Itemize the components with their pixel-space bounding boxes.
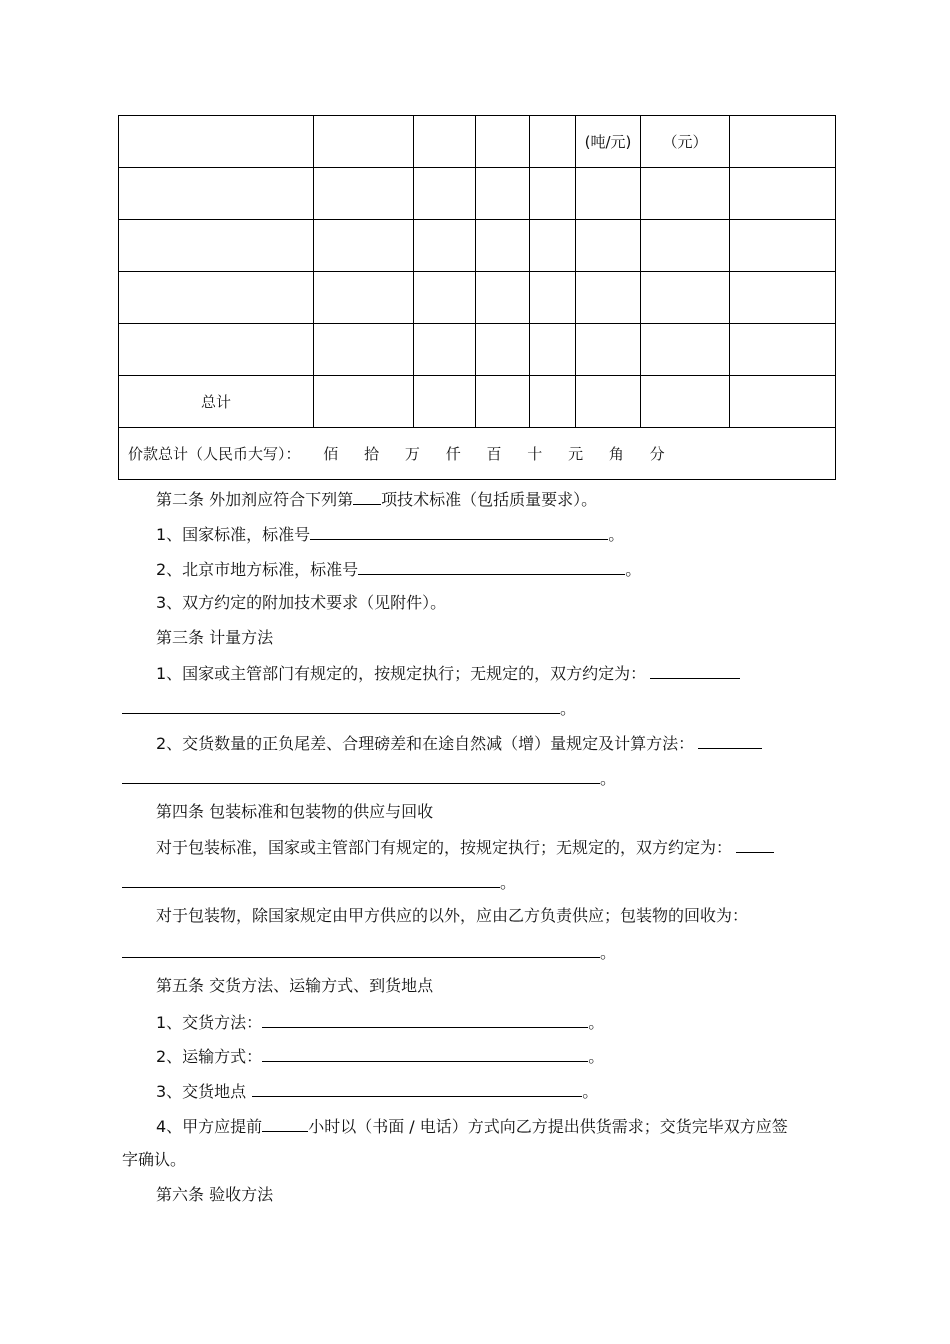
table-cell[interactable] — [641, 324, 730, 376]
period: 。 — [608, 525, 625, 544]
table-cell[interactable] — [730, 168, 836, 220]
article3-heading: 第三条 计量方法 — [156, 628, 274, 647]
table-cell — [476, 116, 530, 168]
table-cell[interactable] — [530, 220, 576, 272]
period: 。 — [625, 560, 642, 579]
article5-item2-text: 2、运输方式： — [156, 1047, 263, 1066]
table-cell[interactable] — [314, 324, 414, 376]
table-row — [119, 116, 836, 168]
table-cell[interactable] — [119, 168, 314, 220]
article2-item3: 3、双方约定的附加技术要求（见附件）。 — [156, 593, 447, 612]
table-cell[interactable] — [641, 220, 730, 272]
table-cell — [530, 116, 576, 168]
table-row — [119, 220, 836, 272]
table-cell[interactable] — [314, 272, 414, 324]
price-total-label: 价款总计（人民币大写）： — [128, 445, 301, 463]
table-row-summary — [119, 428, 836, 480]
table-cell[interactable] — [530, 168, 576, 220]
table-cell — [314, 116, 414, 168]
article2-item2 — [156, 558, 641, 580]
national-standard-blank[interactable] — [310, 523, 608, 540]
price-total-cell[interactable] — [119, 428, 836, 480]
table-cell[interactable] — [576, 168, 641, 220]
table-cell[interactable] — [119, 220, 314, 272]
period: 。 — [588, 1047, 605, 1066]
unit-label: 角 — [608, 445, 624, 463]
table-row — [119, 168, 836, 220]
article4-heading: 第四条 包装标准和包装物的供应与回收 — [156, 802, 434, 821]
hours-blank[interactable] — [262, 1115, 308, 1132]
article2-item1-text: 1、国家标准，标准号 — [156, 525, 311, 544]
packaging-blank-cont[interactable] — [122, 871, 500, 888]
delivery-location-blank[interactable] — [252, 1080, 582, 1097]
delivery-method-blank[interactable] — [262, 1011, 588, 1028]
table-cell[interactable] — [314, 168, 414, 220]
article2-heading-a: 第二条 外加剂应符合下列第 — [156, 490, 354, 509]
table-cell[interactable] — [414, 168, 476, 220]
tolerance-blank[interactable] — [698, 732, 762, 749]
unit-label: 佰 — [323, 445, 339, 463]
period: 。 — [500, 873, 517, 892]
table-cell[interactable] — [476, 168, 530, 220]
table-cell[interactable] — [576, 220, 641, 272]
table-cell[interactable] — [576, 324, 641, 376]
table-cell[interactable] — [476, 376, 530, 428]
article5-item2 — [156, 1045, 604, 1067]
table-row — [119, 272, 836, 324]
article5-item3 — [156, 1080, 598, 1102]
measurement-blank[interactable] — [650, 662, 740, 679]
amount-header: （元） — [641, 116, 730, 168]
article5-item3-text: 3、交货地点 — [156, 1082, 247, 1101]
tolerance-blank-cont[interactable] — [122, 767, 600, 784]
measurement-blank-cont[interactable] — [122, 697, 560, 714]
article2-heading-b: 项技术标准（包括质量要求）。 — [381, 490, 598, 509]
transport-method-blank[interactable] — [262, 1045, 588, 1062]
table-cell — [730, 116, 836, 168]
article5-item4 — [156, 1115, 788, 1137]
article3-item2-text: 2、交货数量的正负尾差、合理磅差和在途自然减（增）量规定及计算方法： — [156, 734, 695, 753]
table-cell[interactable] — [730, 220, 836, 272]
article5-item4-text-a: 4、甲方应提前 — [156, 1117, 263, 1136]
table-cell[interactable] — [576, 376, 641, 428]
article6-heading: 第六条 验收方法 — [156, 1185, 274, 1204]
table-cell[interactable] — [641, 168, 730, 220]
article5-item1 — [156, 1011, 604, 1033]
period: 。 — [582, 1082, 599, 1101]
recycling-blank[interactable] — [122, 941, 600, 958]
article4-p2-cont — [122, 941, 616, 963]
article3-item1 — [156, 662, 740, 684]
table-cell[interactable] — [314, 220, 414, 272]
table-row-total — [119, 376, 836, 428]
table-cell[interactable] — [530, 272, 576, 324]
period: 。 — [588, 1013, 605, 1032]
table-cell[interactable] — [414, 376, 476, 428]
unit-label: 万 — [404, 445, 420, 463]
table-cell[interactable] — [641, 272, 730, 324]
unit-label: 拾 — [364, 445, 380, 463]
table-cell[interactable] — [641, 376, 730, 428]
article4-p2: 对于包装物，除国家规定由甲方供应的以外，应由乙方负责供应；包装物的回收为： — [156, 906, 749, 925]
table-cell[interactable] — [314, 376, 414, 428]
table-cell — [119, 116, 314, 168]
table-cell[interactable] — [476, 324, 530, 376]
table-cell[interactable] — [476, 220, 530, 272]
beijing-standard-blank[interactable] — [358, 558, 625, 575]
packaging-blank[interactable] — [736, 836, 774, 853]
article3-item2 — [156, 732, 762, 754]
table-cell[interactable] — [730, 272, 836, 324]
table-cell[interactable] — [414, 324, 476, 376]
unit-label: 分 — [649, 445, 665, 463]
table-cell[interactable] — [530, 376, 576, 428]
period: 。 — [600, 769, 617, 788]
article4-p1-text: 对于包装标准，国家或主管部门有规定的，按规定执行；无规定的，双方约定为： — [156, 838, 733, 857]
article3-item2-cont — [122, 767, 616, 789]
table-cell — [414, 116, 476, 168]
article3-item1-cont — [122, 697, 576, 719]
article2-heading — [156, 488, 597, 510]
article5-item1-text: 1、交货方法： — [156, 1013, 263, 1032]
currency-units — [323, 443, 685, 464]
standard-number-blank[interactable] — [353, 488, 381, 505]
article2-item2-text: 2、北京市地方标准，标准号 — [156, 560, 359, 579]
table-cell[interactable] — [730, 376, 836, 428]
article4-p1 — [156, 836, 774, 858]
unit-label: 百 — [486, 445, 502, 463]
table-cell[interactable] — [414, 272, 476, 324]
article4-p1-cont — [122, 871, 516, 893]
article5-heading: 第五条 交货方法、运输方式、到货地点 — [156, 976, 434, 995]
unit-label: 十 — [527, 445, 543, 463]
table-cell[interactable] — [476, 272, 530, 324]
unit-label: 元 — [568, 445, 584, 463]
table-cell[interactable] — [414, 220, 476, 272]
total-label: 总计 — [119, 376, 314, 428]
period: 。 — [560, 699, 577, 718]
article5-item4-cont: 字确认。 — [122, 1150, 187, 1169]
price-table — [118, 115, 836, 480]
article3-item1-text: 1、国家或主管部门有规定的，按规定执行；无规定的，双方约定为： — [156, 664, 647, 683]
table-cell[interactable] — [730, 324, 836, 376]
period: 。 — [600, 943, 617, 962]
table-cell[interactable] — [119, 324, 314, 376]
unit-price-header: (吨/元) — [576, 116, 641, 168]
table-cell[interactable] — [119, 272, 314, 324]
article2-item1 — [156, 523, 624, 545]
table-cell[interactable] — [530, 324, 576, 376]
article5-item4-text-b: 小时以（书面 / 电话）方式向乙方提出供货需求；交货完毕双方应签 — [308, 1117, 788, 1136]
unit-label: 仟 — [445, 445, 461, 463]
table-row — [119, 324, 836, 376]
table-cell[interactable] — [576, 272, 641, 324]
